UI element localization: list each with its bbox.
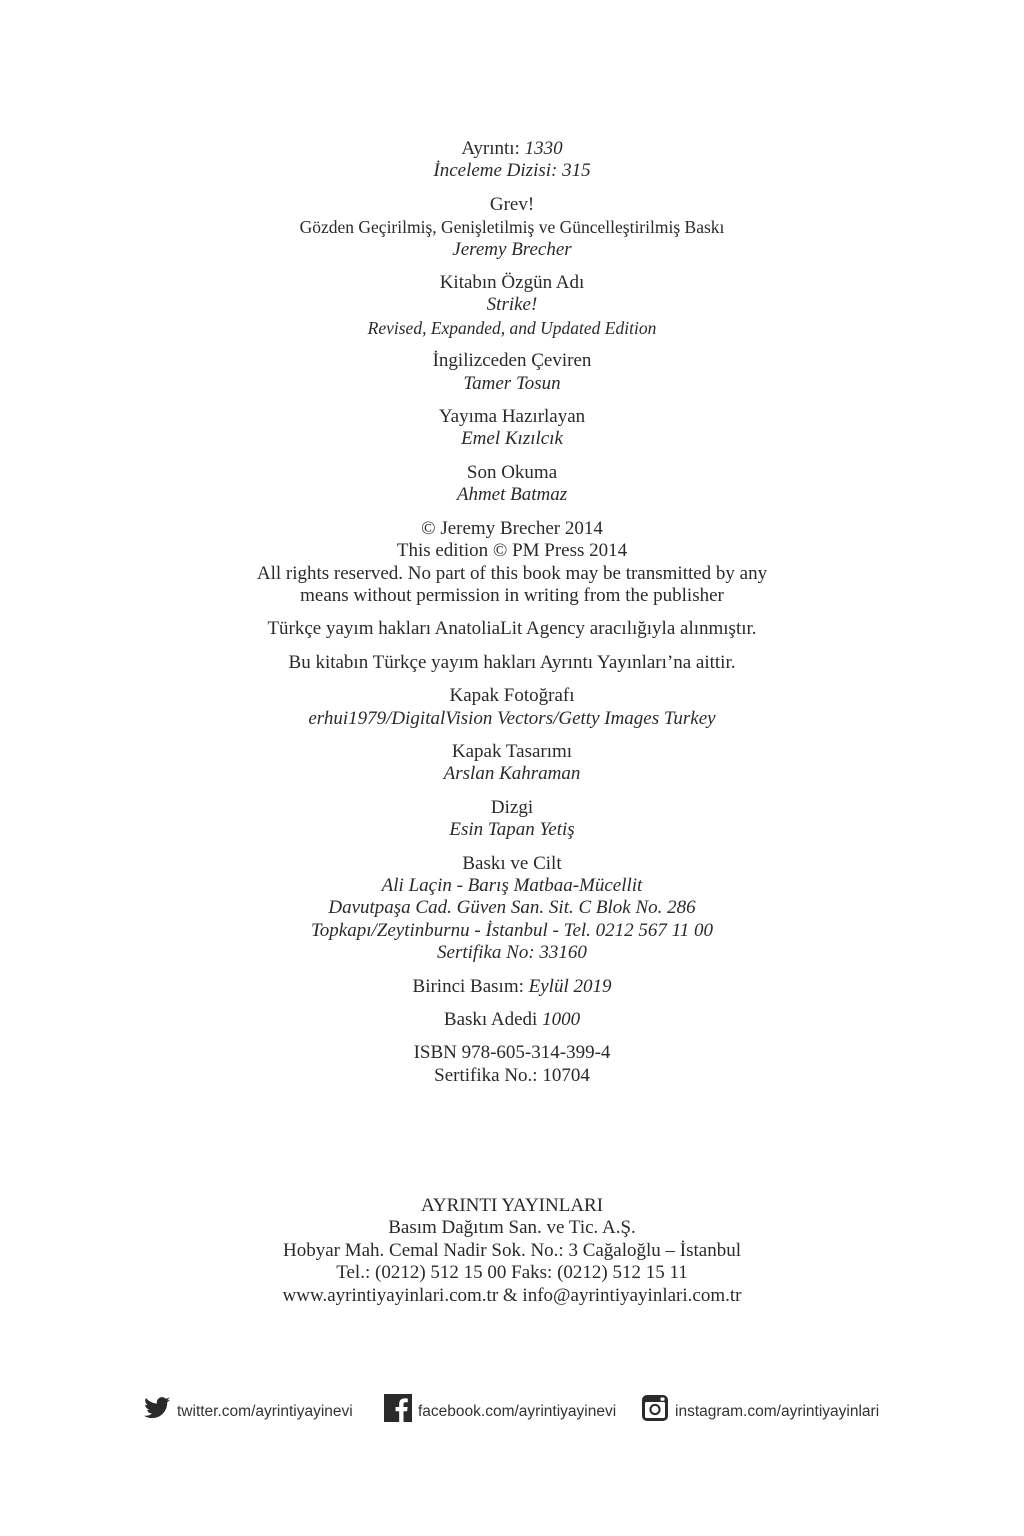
twitter-handle: twitter.com/ayrintiyayinevi (177, 1403, 353, 1420)
printing-line: Topkapı/Zeytinburnu - İstanbul - Tel. 0212 567 11 00 (310, 919, 713, 941)
facebook-link[interactable] (383, 1388, 616, 1428)
copyright-line: means without permission in writing from the publisher (300, 584, 724, 606)
publisher-name: AYRINTI YAYINLARI (420, 1195, 604, 1216)
book-title: Grev! (489, 193, 535, 215)
cover-design (112, 741, 912, 786)
original-title-value: Strike! (486, 294, 538, 316)
instagram-icon (640, 1393, 670, 1423)
printing-line: Davutpaşa Cad. Güven San. Sit. C Blok No. 286 (328, 897, 696, 919)
rights-ownership (112, 652, 912, 674)
first-print-date: Eylül 2019 (528, 975, 612, 997)
editor-name: Emel Kızılcık (461, 428, 563, 450)
cover-design-name: Arslan Kahraman (443, 763, 581, 785)
first-print (112, 976, 912, 998)
typesetting (112, 797, 912, 842)
copyright-line: All rights reserved. No part of this book may be transmitted by any (256, 562, 768, 584)
publisher-web: www.ayrintiyayinlari.com.tr & info@ayrintiyayinlari.com.tr (282, 1284, 742, 1306)
copyright-line: This edition © PM Press 2014 (396, 540, 628, 562)
printing-line: Ali Laçin - Barış Matbaa-Mücellit (381, 874, 643, 896)
print-run-label: Baskı Adedi (443, 1009, 543, 1030)
facebook-handle: facebook.com/ayrintiyayinevi (418, 1403, 617, 1420)
first-print-label: Birinci Basım: (412, 975, 529, 997)
cover-photo-label: Kapak Fotoğrafı (449, 685, 575, 707)
publisher-address: Hobyar Mah. Cemal Nadir Sok. No.: 3 Cağaloğlu – İstanbul (282, 1239, 742, 1261)
isbn-block (112, 1042, 912, 1087)
isbn: ISBN 978-605-314-399-4 (413, 1042, 611, 1064)
social-links (140, 1388, 900, 1428)
book-author: Jeremy Brecher (452, 238, 572, 260)
translator-name: Tamer Tosun (463, 372, 561, 394)
series-info (112, 138, 912, 183)
printing-line: Sertifika No: 33160 (437, 942, 587, 964)
rights-agency-text: Türkçe yayım hakları AnatoliaLit Agency aracılığıyla alınmıştır. (267, 618, 757, 640)
typesetting-name: Esin Tapan Yetiş (449, 819, 575, 841)
publisher-company: Basım Dağıtım San. ve Tic. A.Ş. (388, 1217, 636, 1239)
cover-photo (112, 685, 912, 730)
publisher-phone: Tel.: (0212) 512 15 00 Faks: (0212) 512 15 11 (336, 1262, 688, 1284)
review-series: İnceleme Dizisi: 315 (433, 160, 591, 182)
publisher-info (112, 1195, 912, 1307)
credits-section (112, 138, 912, 1098)
original-title (112, 272, 912, 339)
printing-label: Baskı ve Cilt (462, 852, 562, 874)
print-run (112, 1009, 912, 1031)
printing (112, 853, 912, 965)
editor-label: Yayıma Hazırlayan (438, 406, 586, 428)
rights-ownership-text: Bu kitabın Türkçe yayım hakları Ayrıntı Yayınları’na aittir. (288, 651, 736, 673)
copyright (112, 518, 912, 608)
translator (112, 350, 912, 395)
cover-photo-credit: erhui1979/DigitalVision Vectors/Getty Images Turkey (308, 707, 716, 729)
editor (112, 406, 912, 451)
series-number: 1330 (524, 138, 563, 159)
title-block (112, 194, 912, 261)
original-title-label: Kitabın Özgün Adı (439, 272, 585, 294)
original-edition: Revised, Expanded, and Updated Edition (367, 317, 657, 338)
typesetting-label: Dizgi (490, 796, 534, 818)
book-subtitle: Gözden Geçirilmiş, Genişletilmiş ve Güncelleştirilmiş Baskı (299, 217, 725, 238)
copyright-line: © Jeremy Brecher 2014 (421, 517, 603, 539)
twitter-link[interactable] (142, 1388, 353, 1428)
proofreading (112, 462, 912, 507)
cover-design-label: Kapak Tasarımı (451, 740, 573, 762)
print-run-count: 1000 (542, 1009, 581, 1030)
translator-label: İngilizceden Çeviren (432, 350, 592, 372)
facebook-icon (383, 1393, 413, 1423)
series-label: Ayrıntı: (461, 138, 525, 159)
instagram-link[interactable] (640, 1388, 879, 1428)
proofreading-label: Son Okuma (466, 461, 558, 483)
rights-agency (112, 618, 912, 640)
certificate-number: Sertifika No.: 10704 (434, 1064, 590, 1086)
instagram-handle: instagram.com/ayrintiyayinlari (675, 1403, 880, 1420)
twitter-icon (142, 1393, 172, 1423)
proofreading-name: Ahmet Batmaz (456, 484, 568, 506)
